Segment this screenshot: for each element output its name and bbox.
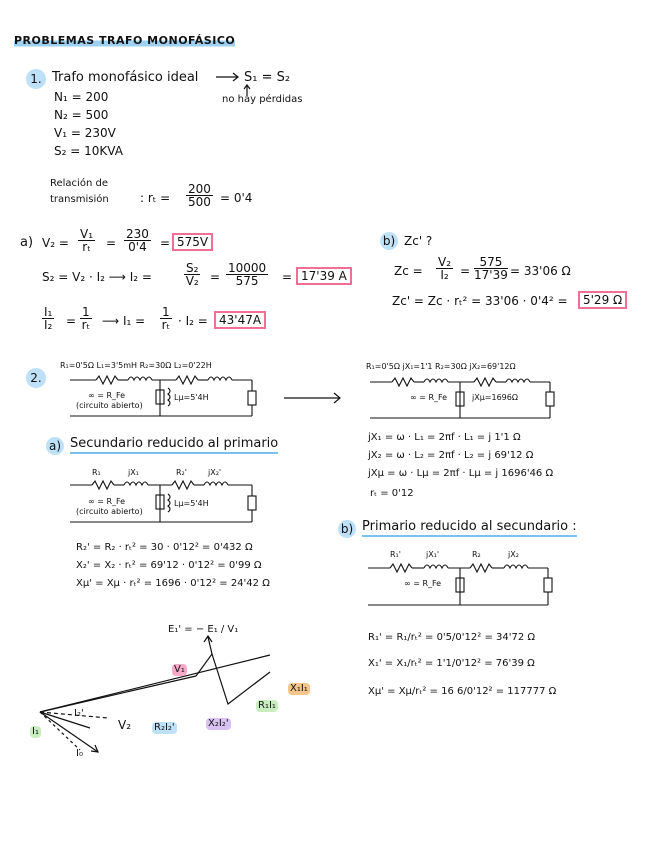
p1-relacion-2: transmisión [50,194,109,205]
p1-heading: Trafo monofásico ideal [52,70,199,85]
p2b-c-r2: R₂ [472,550,481,559]
p1a-s2-line: S₂ = V₂ · I₂ ⟶ I₂ = [42,270,152,284]
p1b-zc-result: = 33'06 Ω [510,264,571,278]
p2b-r1p: R₁' = R₁/rₜ² = 0'5/0'12² = 34'72 Ω [368,632,536,643]
p1-rt-lhs: : rₜ = [140,191,171,205]
arrow-to-circuit [284,393,340,403]
phasor-v1-label: V₁ [174,664,185,675]
p2-circuit2-values: R₁=0'5Ω jX₁=1'1 R₂=30Ω jX₂=69'12Ω [366,362,516,371]
phasor-e-label: E₁' = − E₁ / V₁ [168,624,239,635]
p1-s2: S₂ = 10KVA [54,144,123,158]
p2-circuit-values: R₁=0'5Ω L₁=3'5mH R₂=30Ω L₂=0'22H [60,361,212,370]
p1a-eq-1: = [106,236,117,250]
p2-x1: jX₁ = ω · L₁ = 2πf · L₁ = j 1'1 Ω [368,432,521,443]
phasor-r1i1-label: R₁I₁ [258,700,276,711]
p2a-c-open: (circuito abierto) [76,507,143,516]
page-title: PROBLEMAS TRAFO MONOFÁSICO [14,34,236,47]
p1a-ir-mid: ⟶ I₁ = [102,314,146,328]
p2a-xmup: Xμ' = Xμ · rₜ² = 1696 · 0'12² = 24'42 Ω [76,578,270,589]
p2a-title: Secundario reducido al primario [70,437,278,454]
p1-n2: N₂ = 500 [54,108,109,122]
p2b-c-x1: jX₁' [426,550,440,559]
p1-no-losses: no hay pérdidas [222,94,303,105]
p2a-c-r2: R₂' [176,468,187,477]
p1-rt-value: = 0'4 [220,191,253,205]
p1b-zcp-line: Zc' = Zc · rₜ² = 33'06 · 0'4² = [392,294,568,308]
p1b-zc-frac2: $\frac{575}{17'39}$ [474,255,508,282]
p1a-v2-result: 575V [172,233,213,251]
p1b-zc-frac: $\frac{\text{V₂}}{\text{I₂}}$ [438,255,452,282]
p2a-c-x2: jX₂' [208,468,222,477]
p1a-s2-frac: $\frac{\text{S₂}}{\text{V₂}}$ [185,261,199,288]
p1b-question: Zc' ? [404,234,433,248]
phasor-x1i1-label: X₁I₁ [290,683,308,694]
p2-circuit-lmu: Lμ=5'4H [174,393,209,402]
circuit-b [368,564,552,605]
phasor-v2-label: V₂ [118,718,132,732]
p1a-ir-frac: $\frac{\text{I₁}}{\text{I₂}}$ [44,305,53,332]
problem-1-number: 1. [26,69,46,89]
p2a-c-lmu: Lμ=5'4H [174,499,209,508]
p2a-r2p: R₂' = R₂ · rₜ² = 30 · 0'12² = 0'432 Ω [76,542,253,553]
p2b-c-r1: R₁' [390,550,401,559]
phasor-i0-label: I₀ [76,748,83,759]
p1a-eq-3: = [210,270,221,284]
p1b-eq-1: = [460,264,471,278]
circuit-reactances [370,378,554,418]
phasor-r2i2-label: R₂I₂' [154,722,175,733]
p1-ideal-relation: S₁ = S₂ [244,70,291,85]
p2-rt: rₜ = 0'12 [370,488,414,499]
phasor-diagram [40,636,270,752]
p2-circuit-open: (circuito abierto) [76,401,143,410]
p2-circuit2-xmu: jXμ=1696Ω [472,393,518,402]
p2-x2: jX₂ = ω · L₂ = 2πf · L₂ = j 69'12 Ω [368,450,534,461]
p1-rt-fraction: $\frac{200}{500}$ [188,182,211,209]
p1a-v2-lhs: V₂ = [42,236,69,250]
p1a-s2-frac2: $\frac{10000}{575}$ [228,261,267,288]
phasor-i2-label: I₂' [74,708,84,719]
p1a-i2-result: 17'39 A [296,267,352,285]
p1a-ir-frac2: $\frac{1}{\text{rₜ}}$ [81,305,91,332]
p1a-i1-result: 43'47A [214,311,266,329]
p1a-eq-5: = [66,314,77,328]
p2b-title: Primario reducido al secundario : [362,520,577,537]
p1b-label: b) [380,232,398,250]
p1b-zc-lhs: Zc = [394,264,423,278]
p1a-ir-rest: · I₂ = [178,314,208,328]
p1a-label: a) [20,235,34,250]
p2a-c-r1: R₁ [92,468,101,477]
p2b-xmubp: Xμ' = Xμ/rₜ² = 16 6/0'12² = 117777 Ω [368,686,557,697]
p2b-label: b) [338,520,356,538]
p1b-zcp-result: 5'29 Ω [578,291,627,309]
phasor-i1-label: I₁ [32,726,39,737]
p2a-c-x1: jX₁ [128,468,139,477]
problem-2-number: 2. [26,368,46,388]
p1a-v2-frac2: $\frac{230}{0'4}$ [126,227,149,254]
p1a-eq-2: = [160,236,171,250]
p2b-c-rfe: ∞ = R_Fe [404,579,442,588]
p1-n1: N₁ = 200 [54,90,109,104]
p2-circuit2-rfe: ∞ = R_Fe [410,393,448,402]
p2-xmu: jXμ = ω · Lμ = 2πf · Lμ = j 1696'46 Ω [368,468,554,479]
p1a-ir-frac3: $\frac{1}{\text{rₜ}}$ [161,305,171,332]
p2b-c-x2: jX₂ [508,550,519,559]
p1-v1: V₁ = 230V [54,126,116,140]
p2-circuit-rfe: ∞ = R_Fe [88,391,126,400]
p1a-v2-frac: $\frac{\text{V₁}}{\text{rₜ}}$ [80,227,94,254]
p1a-eq-4: = [282,270,293,284]
p2a-x2p: X₂' = X₂ · rₜ² = 69'12 · 0'12² = 0'99 Ω [76,560,262,571]
p2a-label: a) [46,437,64,455]
phasor-x2i2-label: X₂I₂' [208,718,229,729]
p2b-x1p: X₁' = X₁/rₜ² = 1'1/0'12² = 76'39 Ω [368,658,535,669]
p1-relacion-1: Relación de [50,178,108,189]
p2a-c-rfe: ∞ = R_Fe [88,497,126,506]
